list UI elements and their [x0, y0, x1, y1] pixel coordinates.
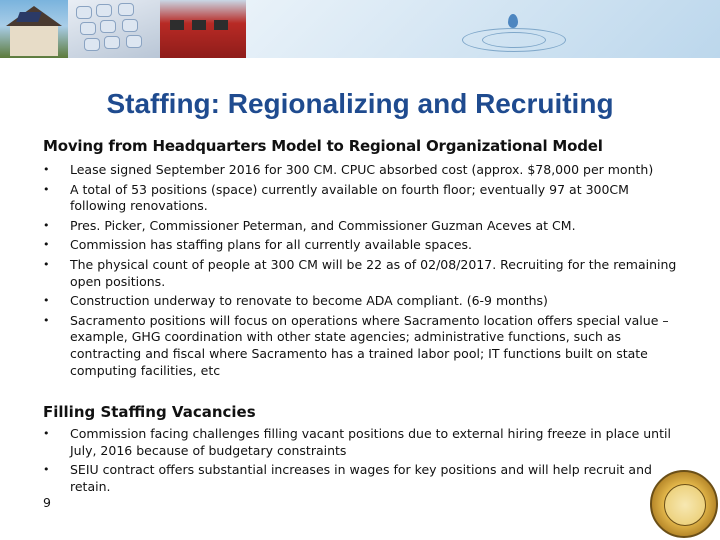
seal-center-icon: [664, 484, 706, 526]
bullet-icon: •: [43, 238, 50, 252]
list-item: • Lease signed September 2016 for 300 CM. CPUC absorbed cost (approx. $78,000 per month): [43, 162, 654, 177]
bullet-icon: •: [43, 257, 50, 271]
section-heading-staffing-vacancies: Filling Staffing Vacancies: [43, 403, 256, 421]
page-title: Staffing: Regionalizing and Recruiting: [106, 88, 614, 119]
house-solar-image: [0, 0, 68, 58]
list-item: • The physical count of people at 300 CM will be 22 as of 02/08/2017. Recruiting for the remaining open positions.: [43, 256, 677, 289]
bullet-icon: •: [43, 313, 50, 327]
list-item: • Sacramento positions will focus on operations where Sacramento location offers special value – example, GHG coordination with other state agencies; administrative functions, such as contracting and fiscal where Sacramento has a trained labor pool; IT functions built on state computing facilities, etc: [43, 312, 669, 378]
bullet-icon: •: [43, 218, 50, 232]
section-heading-regional-model: Moving from Headquarters Model to Regional Organizational Model: [43, 137, 603, 155]
bullet-icon: •: [43, 163, 50, 176]
state-seal-logo: [650, 470, 718, 538]
list-item: • Commission has staffing plans for all currently available spaces.: [43, 237, 473, 253]
bullet-icon: •: [43, 294, 50, 308]
list-item: • A total of 53 positions (space) currently available on fourth floor; eventually 97 at 300CM following renovations.: [43, 181, 629, 214]
bullet-icon: •: [43, 463, 50, 477]
list-item: • Commission facing challenges filling vacant positions due to external hiring freeze in place until July, 2016 because of budgetary constraints: [43, 426, 671, 458]
bullet-icon: •: [43, 427, 50, 440]
regional-model-bullet-list: [43, 162, 683, 382]
staffing-vacancies-bullet-list: [43, 426, 683, 498]
train-image: [160, 0, 246, 58]
water-drop-image: [246, 0, 720, 58]
header-banner: [0, 0, 720, 58]
bullet-icon: •: [43, 182, 50, 196]
page-number: 9: [43, 495, 51, 510]
list-item: • SEIU contract offers substantial increases in wages for key positions and will help recruit and retain.: [43, 462, 652, 494]
phone-keypad-image: [68, 0, 160, 58]
list-item: • Construction underway to renovate to become ADA compliant. (6-9 months): [43, 293, 548, 309]
list-item: • Pres. Picker, Commissioner Peterman, and Commissioner Guzman Aceves at CM.: [43, 217, 576, 233]
